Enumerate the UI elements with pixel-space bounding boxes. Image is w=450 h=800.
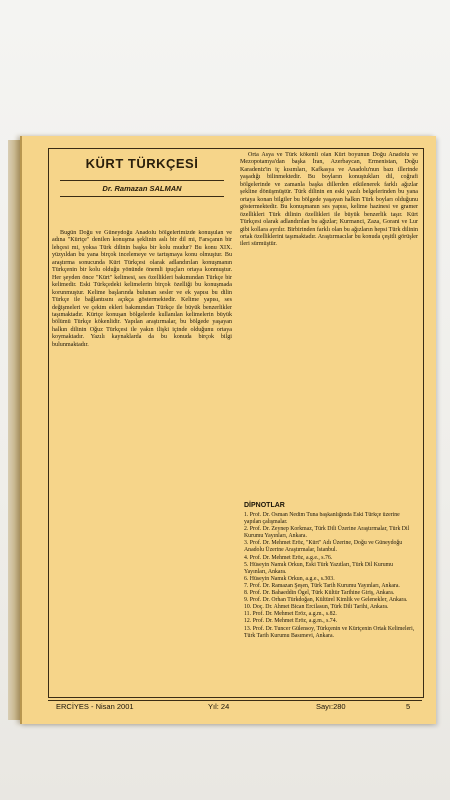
footnote: 9. Prof. Dr. Orhan Türkdoğan, Kültürel Kimlik ve Gelenekler, Ankara. (244, 597, 408, 604)
footnote: 8. Prof. Dr. Bahaeddin Ögel, Türk Kültür Tarihine Giriş, Ankara. (244, 590, 395, 597)
footnote: 13. Prof. Dr. Tuncer Gülensoy, Türkçenin ve Kürtçenin Ortak Kelimeleri, Türk Tarih Kurumu Basımevi, Ankara. (244, 625, 415, 639)
footnotes-title: DİPNOTLAR (244, 502, 285, 509)
footnote: 10. Doç. Dr. Ahmet Bican Ercilasun, Türk Dili Tarihi, Ankara. (244, 604, 389, 611)
body-text-left (52, 230, 232, 690)
footnote: 11. Prof. Dr. Mehmet Eröz, a.g.m., s.82. (244, 611, 337, 618)
footer-page-number: 5 (406, 702, 411, 711)
article-author: Dr. Ramazan SALMAN (102, 184, 182, 193)
body-text-right (240, 152, 418, 452)
body-left-paragraph: Bugün Doğu ve Güneydoğu Anadolu bölgelerimizde konuşulan ve adına "Kürtçe" denilen konuşma şeklinin aslı bir dil mi, Farsçanın bir lehçesi mi, yoksa Türk dilinin başka bir kolu mudur? Bu konu XIX. yüzyıldan bu yana birçok incelemeye ve tartışmaya konu olmuştur. Bu araştırma sonucunda Kürt Türkçesi olarak adlandırılan konuşmanın Türkçenin bir kolu olduğu yönünde önemli ipuçları ortaya konmuştur. Her şeyden önce "Kürt" kelimesi, ses özellikleri bakımından Türkçe bir kelimedir. Eski Türkçedeki kelimelerin birçok özelliği bu konuşmada korunmuştur. Kelime başlarında bulunan sesler ve ek yapısı bu dilin Türkçe ile bağlantısını açıkça göstermektedir. Kelime yapısı, ses değişmeleri ve çekim ekleri bakımından Türkçe ile büyük benzerlikler taşımaktadır. Kürtçe konuşan bölgelerde kullanılan kelimelerin büyük bölümü Türkçe kökenlidir. Yapılan araştırmalar, bu bölgede yaşayan halkın dilinin Oğuz Türkçesi ile yakın ilişki içinde olduğunu ortaya koymaktadır. Yazılı kaynaklarda da bu konuda birçok bilgi bulunmaktadır. (52, 230, 232, 348)
body-right-paragraph: Orta Asya ve Türk kökenli olan Kürt boyunun Doğu Anadolu ve Mezopotamya'dan başka İran, Azerbaycan, Ermenistan, Doğu Karadeniz'in iç kısımları, Kafkasya ve Anadolu'nun bazı illerinde yaşadığı bilinmektedir. Bu boyların konuştukları dil, coğrafi bölgelerinde ve zamanla başka dillerden etkilenerek farklı ağızlar şekline dönüşmüştür. Türk dilinin en eski yazılı belgelerinden bu yana ortaya konan bilgiler bu bölgede yaşayan halkın Türk boyları olduğunu göstermektedir. Bu konuşmanın ses yapısı, kelime hazinesi ve gramer özellikleri Türk dilinin özellikleri ile büyük benzerlik taşır. Kürt Türkçesi olarak adlandırılan bu ağızlar; Kurmanci, Zaza, Gorani ve Lur gibi kollara ayrılır. Birbirinden farklı olan bu ağızların hepsi Türk dilinin ortak özelliklerini taşımaktadır. Araştırmacılar bu konuda çeşitli görüşler ileri sürmüştür. (240, 152, 418, 248)
footer-year: Yıl: 24 (208, 702, 230, 711)
footnote: 3. Prof. Dr. Mehmet Eröz, "Kürt" Adı Üzerine, Doğu ve Güneydoğu Anadolu Üzerine Araştırmalar, İstanbul. (244, 540, 403, 554)
footnote: 4. Prof. Dr. Mehmet Eröz, a.g.e., s.76. (244, 554, 333, 561)
author-rule (60, 196, 224, 197)
footnotes-list (244, 512, 416, 690)
article-title: KÜRT TÜRKÇESİ (85, 156, 199, 171)
footer-journal: ERCİYES - Nisan 2001 (56, 702, 134, 711)
footnote: 6. Hüseyin Namık Orkun, a.g.e., s.303. (244, 575, 335, 582)
footer-issue: Sayı:280 (316, 702, 346, 711)
footnote: 2. Prof. Dr. Zeynep Korkmaz, Türk Dili Üzerine Araştırmalar, Türk Dil Kurumu Yayınları, Ankara. (244, 526, 410, 540)
footnote: 7. Prof. Dr. Ramazan Şeşen, Türk Tarih Kurumu Yayınları, Ankara. (244, 582, 400, 589)
title-rule (60, 180, 224, 181)
spine-shadow (8, 140, 20, 720)
page-footer (48, 702, 422, 714)
footnote: 5. Hüseyin Namık Orkun, Eski Türk Yazıtları, Türk Dil Kurumu Yayınları, Ankara. (244, 561, 394, 575)
footnote: 1. Prof. Dr. Osman Nedim Tuna başkanlığında Eski Türkçe üzerine yapılan çalışmalar. (244, 512, 400, 526)
footnote: 12. Prof. Dr. Mehmet Eröz, a.g.m., s.74. (244, 618, 338, 625)
footer-rule (48, 700, 422, 701)
